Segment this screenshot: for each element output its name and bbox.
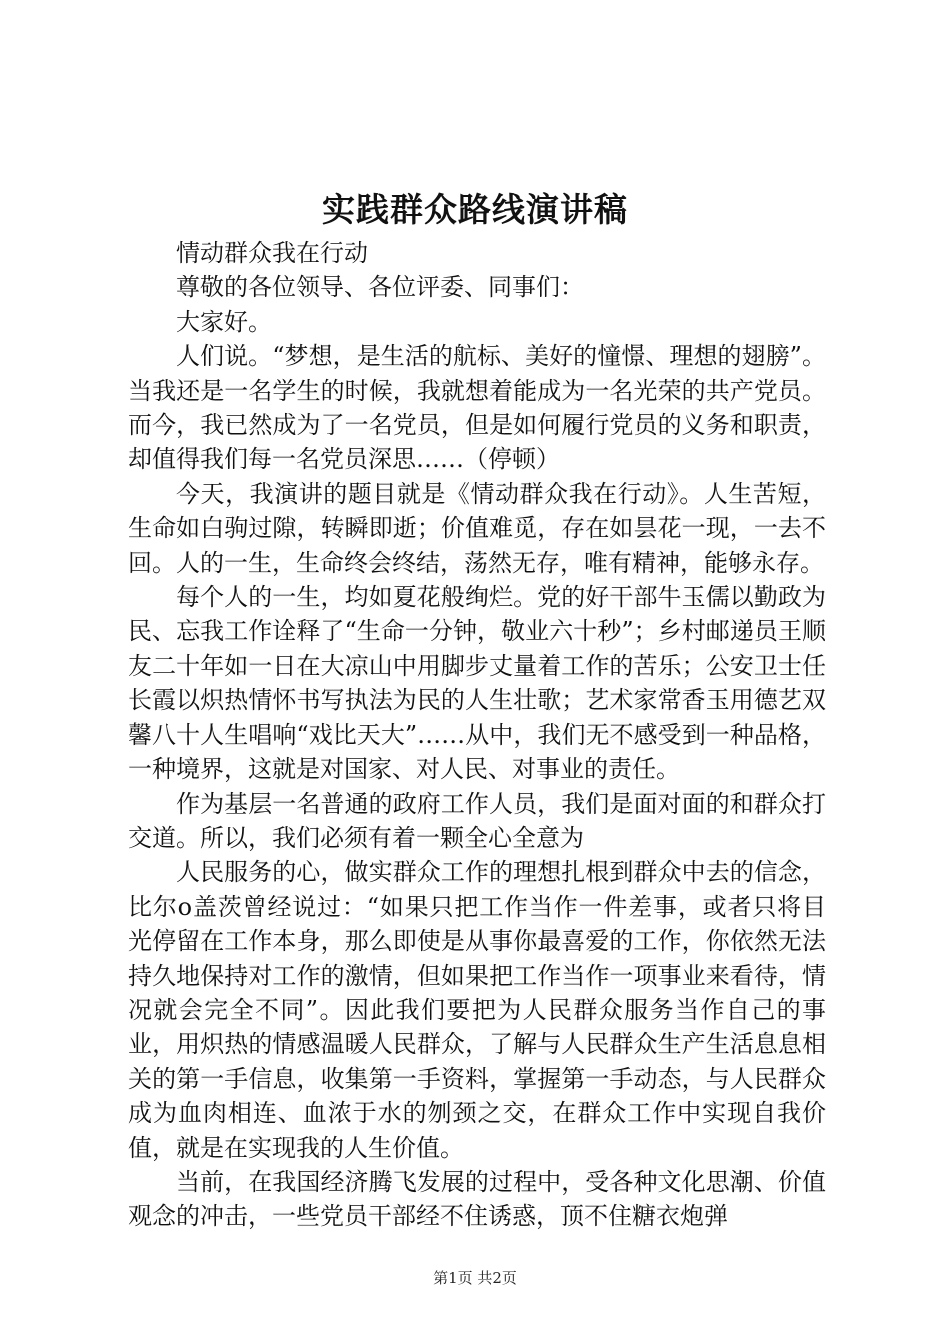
document-title: 实践群众路线演讲稿 [322, 190, 628, 229]
paragraph: 当前，在我国经济腾飞发展的过程中，受各种文化思潮、价值观念的冲击，一些党员干部经不住诱惑，顶不住糖衣炮弹 [128, 1167, 826, 1231]
paragraph: 人民服务的心，做实群众工作的理想扎根到群众中去的信念，比尔o盖茨曾经说过：“如果只把工作当作一件差事，或者只将目光停留在工作本身，那么即使是从事你最喜爱的工作，你依然无法持久地保持对工作的激情，但如果把工作当作一项事业来看待，情况就会完全不同”。因此我们要把为人民群众服务当作自己的事业，用炽热的情感温暖人民群众，了解与人民群众生产生活息息相关的第一手信息，收集第一手资料，掌握第一手动态，与人民群众成为血肉相连、血浓于水的刎颈之交，在群众工作中实现自我价值，就是在实现我的人生价值。 [128, 858, 826, 1162]
paragraph: 今天，我演讲的题目就是《情动群众我在行动》。人生苦短，生命如白驹过隙，转瞬即逝；价值难觅，存在如昙花一现，一去不回。人的一生，生命终会终结，荡然无存，唯有精神，能够永存。 [128, 479, 826, 577]
paragraph: 作为基层一名普通的政府工作人员，我们是面对面的和群众打交道。所以，我们必须有着一颗全心全意为 [128, 789, 826, 852]
paragraph-subtitle: 情动群众我在行动 [176, 239, 368, 267]
document-body [128, 236, 826, 1234]
paragraph-salutation: 尊敬的各位领导、各位评委、同事们： [176, 273, 584, 302]
paragraph: 人们说。“梦想，是生活的航标、美好的憧憬、理想的翅膀”。当我还是一名学生的时候，我就想着能成为一名光荣的共产党员。而今，我已然成为了一名党员，但是如何履行党员的义务和职责，却值得我们每一名党员深思……（停顿） [128, 342, 826, 474]
paragraph: 每个人的一生，均如夏花般绚烂。党的好干部牛玉儒以勤政为民、忘我工作诠释了“生命一分钟，敬业六十秒”；乡村邮递员王顺友二十年如一日在大凉山中用脚步丈量着工作的苦乐；公安卫士任长霞以炽热情怀书写执法为民的人生壮歌；艺术家常香玉用德艺双馨八十人生唱响“戏比天大”……从中，我们无不感受到一种品格，一种境界，这就是对国家、对人民、对事业的责任。 [128, 583, 826, 784]
page-number-footer: 第1页 共2页 [433, 1269, 517, 1287]
paragraph-greeting: 大家好。 [176, 307, 272, 336]
